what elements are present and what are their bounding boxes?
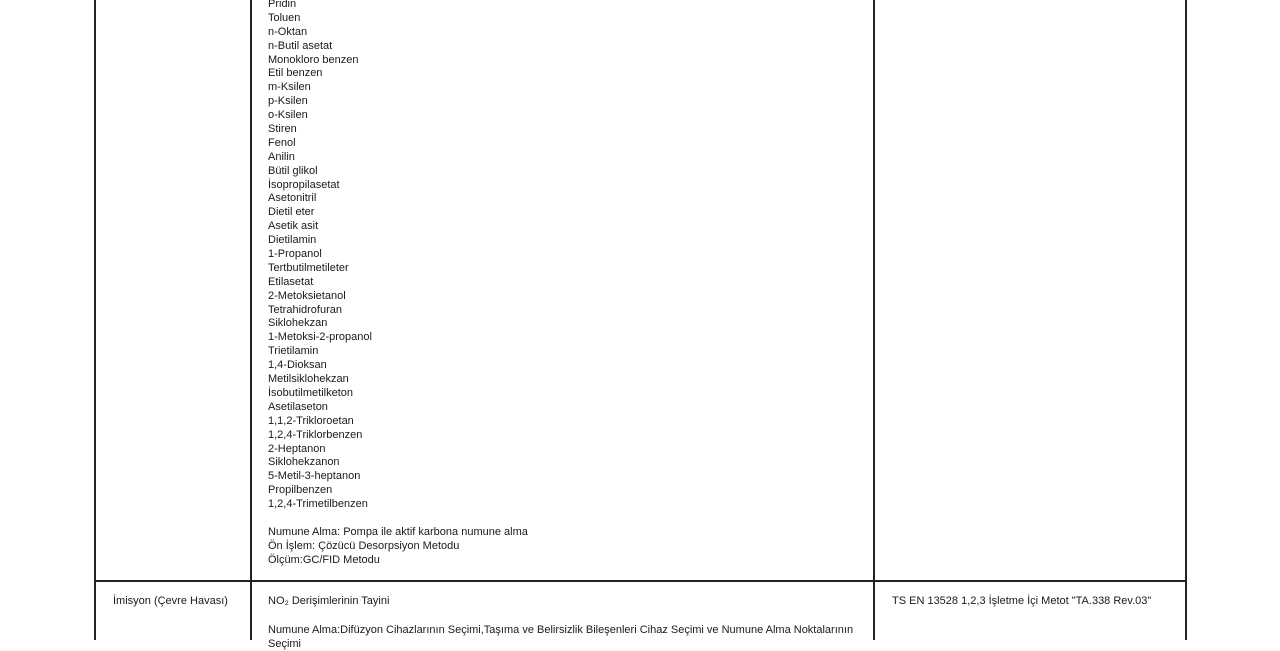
list-item: Fenol <box>268 136 296 149</box>
pretreatment-note: Ön İşlem: Çözücü Desorpsiyon Metodu <box>268 539 460 552</box>
list-item: Tertbutilmetileter <box>268 261 349 274</box>
list-item: Metilsiklohekzan <box>268 373 349 386</box>
method-notes <box>268 526 858 568</box>
list-item: 2-Metoksietanol <box>268 289 346 302</box>
list-item: İsobutilmetilketon <box>268 386 353 399</box>
list-item: Trietilamin <box>268 345 319 358</box>
list-item: 1,4-Dioksan <box>268 359 327 372</box>
list-item: 1,2,4-Triklorbenzen <box>268 428 363 441</box>
list-item: p-Ksilen <box>268 95 308 108</box>
list-item: Tetrahidrofuran <box>268 303 342 316</box>
list-item: Monokloro benzen <box>268 53 359 66</box>
sampling-note: Numune Alma: Pompa ile aktif karbona numune alma <box>268 526 528 538</box>
list-item: Dietilamin <box>268 234 317 247</box>
compound-list <box>268 0 858 512</box>
list-item: Bütil glikol <box>268 164 318 177</box>
list-item: İsopropilasetat <box>268 178 340 191</box>
list-item: Etilasetat <box>268 275 314 288</box>
list-item: Etil benzen <box>268 67 323 80</box>
list-item: 1,2,4-Trimetilbenzen <box>268 498 368 511</box>
list-item: n-Oktan <box>268 25 308 38</box>
measurement-note: Ölçüm:GC/FID Metodu <box>268 553 380 566</box>
list-item: o-Ksilen <box>268 109 308 122</box>
list-item: Asetilaseton <box>268 400 328 413</box>
row-method-reference: TS EN 13528 1,2,3 İşletme İçi Metot "TA.338 Rev.03" <box>892 595 1152 607</box>
list-item: Asetonitril <box>268 192 317 205</box>
list-item: Anilin <box>268 150 295 163</box>
list-item: 5-Metil-3-heptanon <box>268 470 361 483</box>
table-border-col1 <box>250 0 252 640</box>
table-border-left <box>94 0 96 640</box>
table-border-col2 <box>873 0 875 640</box>
list-item: n-Butil asetat <box>268 39 333 52</box>
list-item: Siklohekzanon <box>268 456 340 469</box>
list-item: Dietil eter <box>268 206 315 219</box>
row-category: İmisyon (Çevre Havası) <box>113 595 228 607</box>
table-row-divider <box>94 580 1187 582</box>
list-item: 1-Propanol <box>268 248 322 261</box>
list-item: Stiren <box>268 123 297 136</box>
list-item: 1-Metoksi-2-propanol <box>268 331 372 344</box>
table-border-right <box>1185 0 1187 640</box>
list-item: Propilbenzen <box>268 484 333 497</box>
list-item: Siklohekzan <box>268 317 328 330</box>
list-item: Pridin <box>268 0 297 10</box>
list-item: 2-Heptanon <box>268 442 326 455</box>
list-item: m-Ksilen <box>268 81 311 94</box>
list-item: Toluen <box>268 11 301 24</box>
list-item: Asetik asit <box>268 220 319 233</box>
row-description: Numune Alma:Difüzyon Cihazlarının Seçimi,Taşıma ve Belirsizlik Bileşenleri Cihaz Seçimi ve Numune Alma Noktalarının Seçimi <box>268 624 854 650</box>
row-title: NO₂ Derişimlerinin Tayini <box>268 595 390 607</box>
list-item: 1,1,2-Trikloroetan <box>268 414 354 427</box>
